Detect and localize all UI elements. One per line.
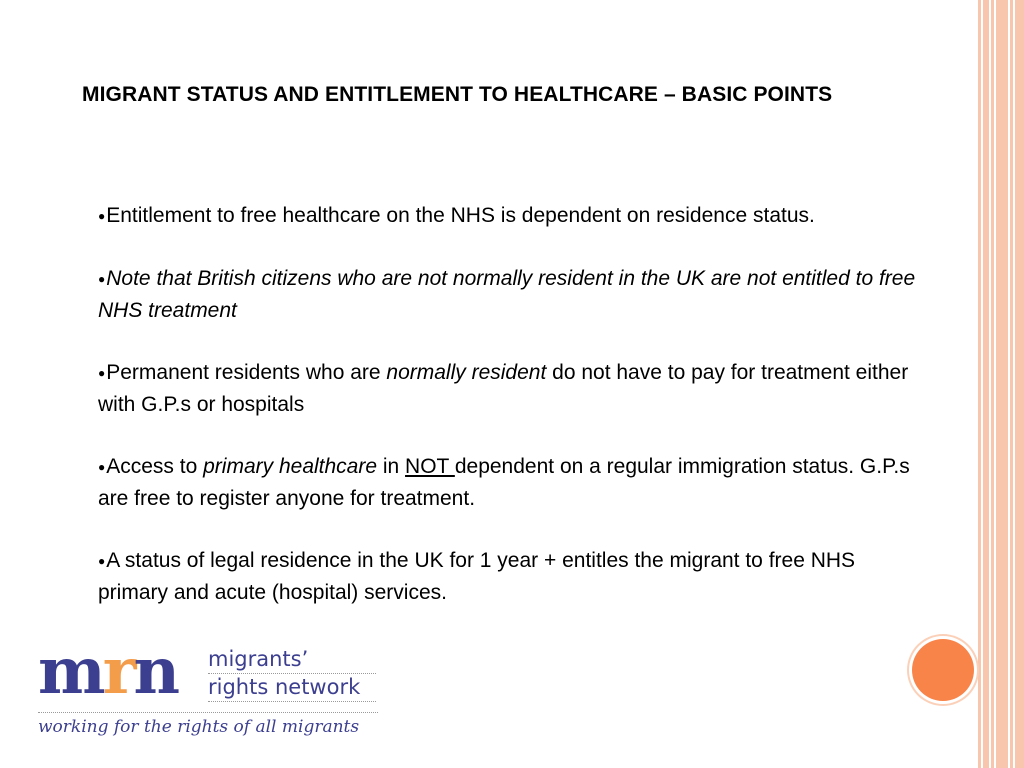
decor-stripe bbox=[978, 0, 981, 768]
bullet-list bbox=[98, 200, 918, 639]
logo-tagline: working for the rights of all migrants bbox=[38, 712, 378, 737]
decor-stripe bbox=[1015, 0, 1024, 768]
mrn-logo bbox=[38, 634, 388, 740]
bullet-emphasis: normally resident bbox=[386, 361, 547, 384]
decor-circle-icon bbox=[912, 639, 974, 701]
decor-stripe bbox=[996, 0, 1008, 768]
bullet-text: Entitlement to free healthcare on the NHS is dependent on residence status. bbox=[106, 204, 815, 227]
bullet-icon: ● bbox=[98, 554, 106, 568]
bullet-item bbox=[98, 357, 918, 420]
bullet-text: Permanent residents who are bbox=[106, 361, 387, 384]
logo-org-name bbox=[208, 646, 376, 702]
slide-title: MIGRANT STATUS AND ENTITLEMENT TO HEALTHCARE – BASIC POINTS bbox=[82, 83, 833, 106]
logo-name-line: migrants’ bbox=[208, 646, 376, 674]
decor-stripe bbox=[1010, 0, 1013, 768]
bullet-underline: NOT bbox=[405, 455, 455, 478]
bullet-item bbox=[98, 451, 918, 514]
decor-stripe bbox=[983, 0, 989, 768]
bullet-text: Access to bbox=[106, 455, 204, 478]
bullet-item bbox=[98, 545, 918, 608]
bullet-text: in bbox=[377, 455, 406, 478]
mrn-logo-mark: mrn bbox=[38, 634, 177, 709]
bullet-emphasis: primary healthcare bbox=[203, 455, 378, 478]
bullet-item bbox=[98, 200, 918, 232]
decor-stripe bbox=[991, 0, 994, 768]
bullet-text: dependent on a regular immigration status. G.P.s are free to register anyone for treatment. bbox=[98, 455, 910, 510]
bullet-icon: ● bbox=[98, 272, 106, 286]
bullet-text: Note that British citizens who are not normally resident in the UK are not entitled to free NHS treatment bbox=[98, 267, 916, 322]
bullet-icon: ● bbox=[98, 366, 106, 380]
bullet-icon: ● bbox=[98, 209, 106, 223]
bullet-text: do not have to pay for treatment either with G.P.s or hospitals bbox=[98, 361, 909, 416]
bullet-item bbox=[98, 263, 918, 326]
bullet-icon: ● bbox=[98, 460, 106, 474]
logo-name-line: rights network bbox=[208, 674, 376, 702]
bullet-text: A status of legal residence in the UK for 1 year + entitles the migrant to free NHS primary and acute (hospital) services. bbox=[98, 549, 856, 604]
